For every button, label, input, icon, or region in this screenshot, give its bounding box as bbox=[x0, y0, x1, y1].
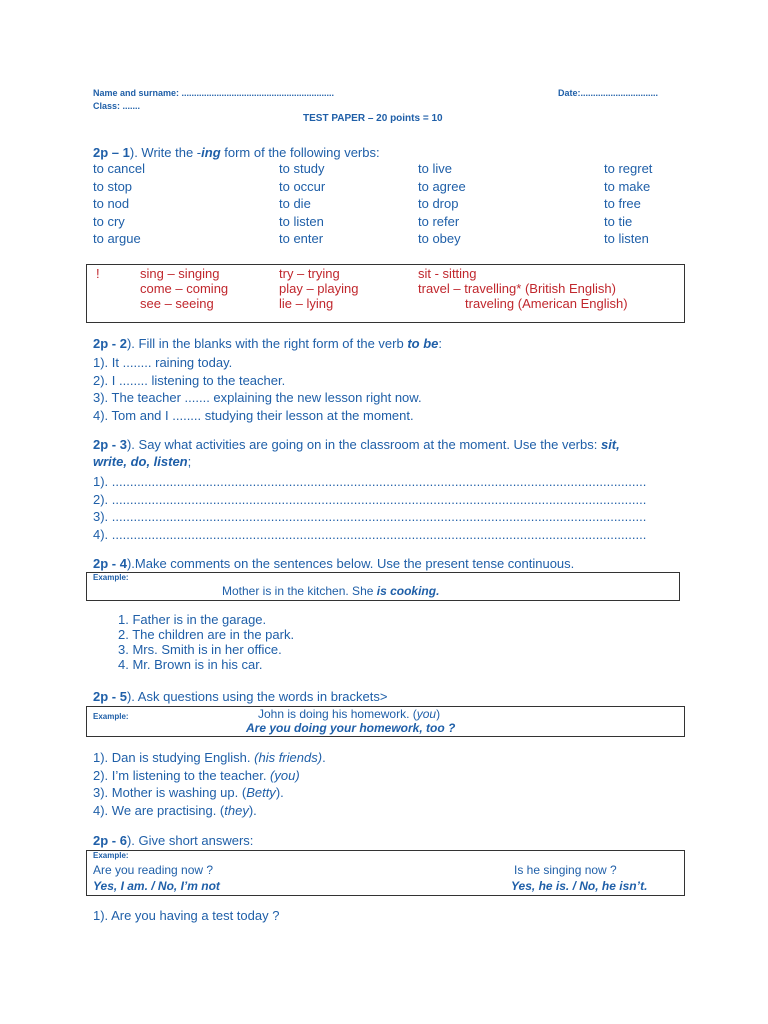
verb-row: to stop to occur to agree to make bbox=[93, 178, 651, 194]
exercise-2-points: 2p - 2 bbox=[93, 336, 127, 351]
list-item: 1. Father is in the garage. bbox=[118, 612, 267, 627]
list-item: 3). The teacher ....... explaining the new lesson right now. bbox=[93, 390, 422, 406]
exercise-4-instruction: 2p - 4).Make comments on the sentences below. Use the present tense continuous. bbox=[93, 556, 575, 571]
example-answer-2: Yes, he is. / No, he isn’t. bbox=[511, 879, 648, 893]
example-sentence: Mother is in the kitchen. She is cooking. bbox=[222, 584, 440, 598]
list-item: 4). We are practising. (they). bbox=[93, 802, 257, 818]
example-answer: Are you doing your homework, too ? bbox=[246, 721, 456, 735]
exercise-5-items bbox=[93, 749, 326, 819]
exercise-2-instruction: 2p - 2). Fill in the blanks with the right form of the verb to be: bbox=[93, 336, 442, 351]
page-title: TEST PAPER – 20 points = 10 bbox=[303, 113, 443, 124]
name-field-label: Name and surname: ............................................................. bbox=[93, 88, 335, 98]
list-item: 2). I’m listening to the teacher. (you) bbox=[93, 767, 300, 783]
verb-row: to argue to enter to obey to listen bbox=[93, 231, 649, 247]
verb-list bbox=[93, 161, 673, 249]
list-item: 4. Mr. Brown is in his car. bbox=[118, 657, 263, 672]
exercise-6-points: 2p - 6 bbox=[93, 833, 127, 848]
exercise-4-items bbox=[118, 612, 294, 672]
exercise-6-instruction: 2p - 6). Give short answers: bbox=[93, 833, 254, 848]
list-item: 3). .................................................................................................................................................... bbox=[93, 509, 647, 524]
verb-row: to nod to die to drop to free bbox=[93, 196, 641, 212]
list-item: 2. The children are in the park. bbox=[118, 627, 295, 642]
exercise-4-points: 2p - 4 bbox=[93, 556, 127, 571]
date-field-label: Date:............................... bbox=[558, 88, 659, 98]
example-question-1: Are you reading now ? bbox=[93, 863, 214, 877]
example-label: Example: bbox=[93, 851, 129, 860]
verb-row: to cry to listen to refer to tie bbox=[93, 213, 633, 229]
example-label: Example: bbox=[93, 712, 129, 721]
class-field-label: Class: ....... bbox=[93, 101, 141, 111]
example-answer-1: Yes, I am. / No, I’m not bbox=[93, 879, 220, 893]
exercise-5-instruction: 2p - 5). Ask questions using the words in brackets> bbox=[93, 689, 388, 704]
exercise-3-points: 2p - 3 bbox=[93, 437, 127, 452]
exercise-2-items bbox=[93, 354, 422, 424]
list-item: 4). Tom and I ........ studying their lesson at the moment. bbox=[93, 407, 414, 423]
exercise-1-points: 2p – 1 bbox=[93, 145, 130, 160]
verb-row: to cancel to study to live to regret bbox=[93, 161, 653, 176]
exercise-3-instruction: 2p - 3). Say what activities are going on in the classroom at the moment. Use the verbs: sit, bbox=[93, 437, 620, 452]
list-item: 1). .................................................................................................................................................... bbox=[93, 474, 647, 489]
list-item: 2). I ........ listening to the teacher. bbox=[93, 372, 286, 388]
list-item: 1). Dan is studying English. (his friends). bbox=[93, 750, 326, 765]
example-question-2: Is he singing now ? bbox=[514, 863, 617, 877]
example-sentence: John is doing his homework. (you) bbox=[258, 707, 441, 721]
exercise-3-items bbox=[93, 473, 646, 543]
list-item: 4). .................................................................................................................................................... bbox=[93, 526, 647, 542]
note-mark: ! bbox=[96, 266, 100, 281]
list-item: 2). .................................................................................................................................................... bbox=[93, 491, 647, 507]
list-item: 3). Mother is washing up. (Betty). bbox=[93, 785, 284, 800]
list-item: 3. Mrs. Smith is in her office. bbox=[118, 642, 282, 657]
exercise-1-instruction: 2p – 1). Write the -ing form of the following verbs: bbox=[93, 145, 380, 160]
list-item: 1). Are you having a test today ? bbox=[93, 908, 280, 923]
exercise-5-points: 2p - 5 bbox=[93, 689, 127, 704]
list-item: 1). It ........ raining today. bbox=[93, 355, 233, 370]
example-label: Example: bbox=[93, 573, 129, 582]
